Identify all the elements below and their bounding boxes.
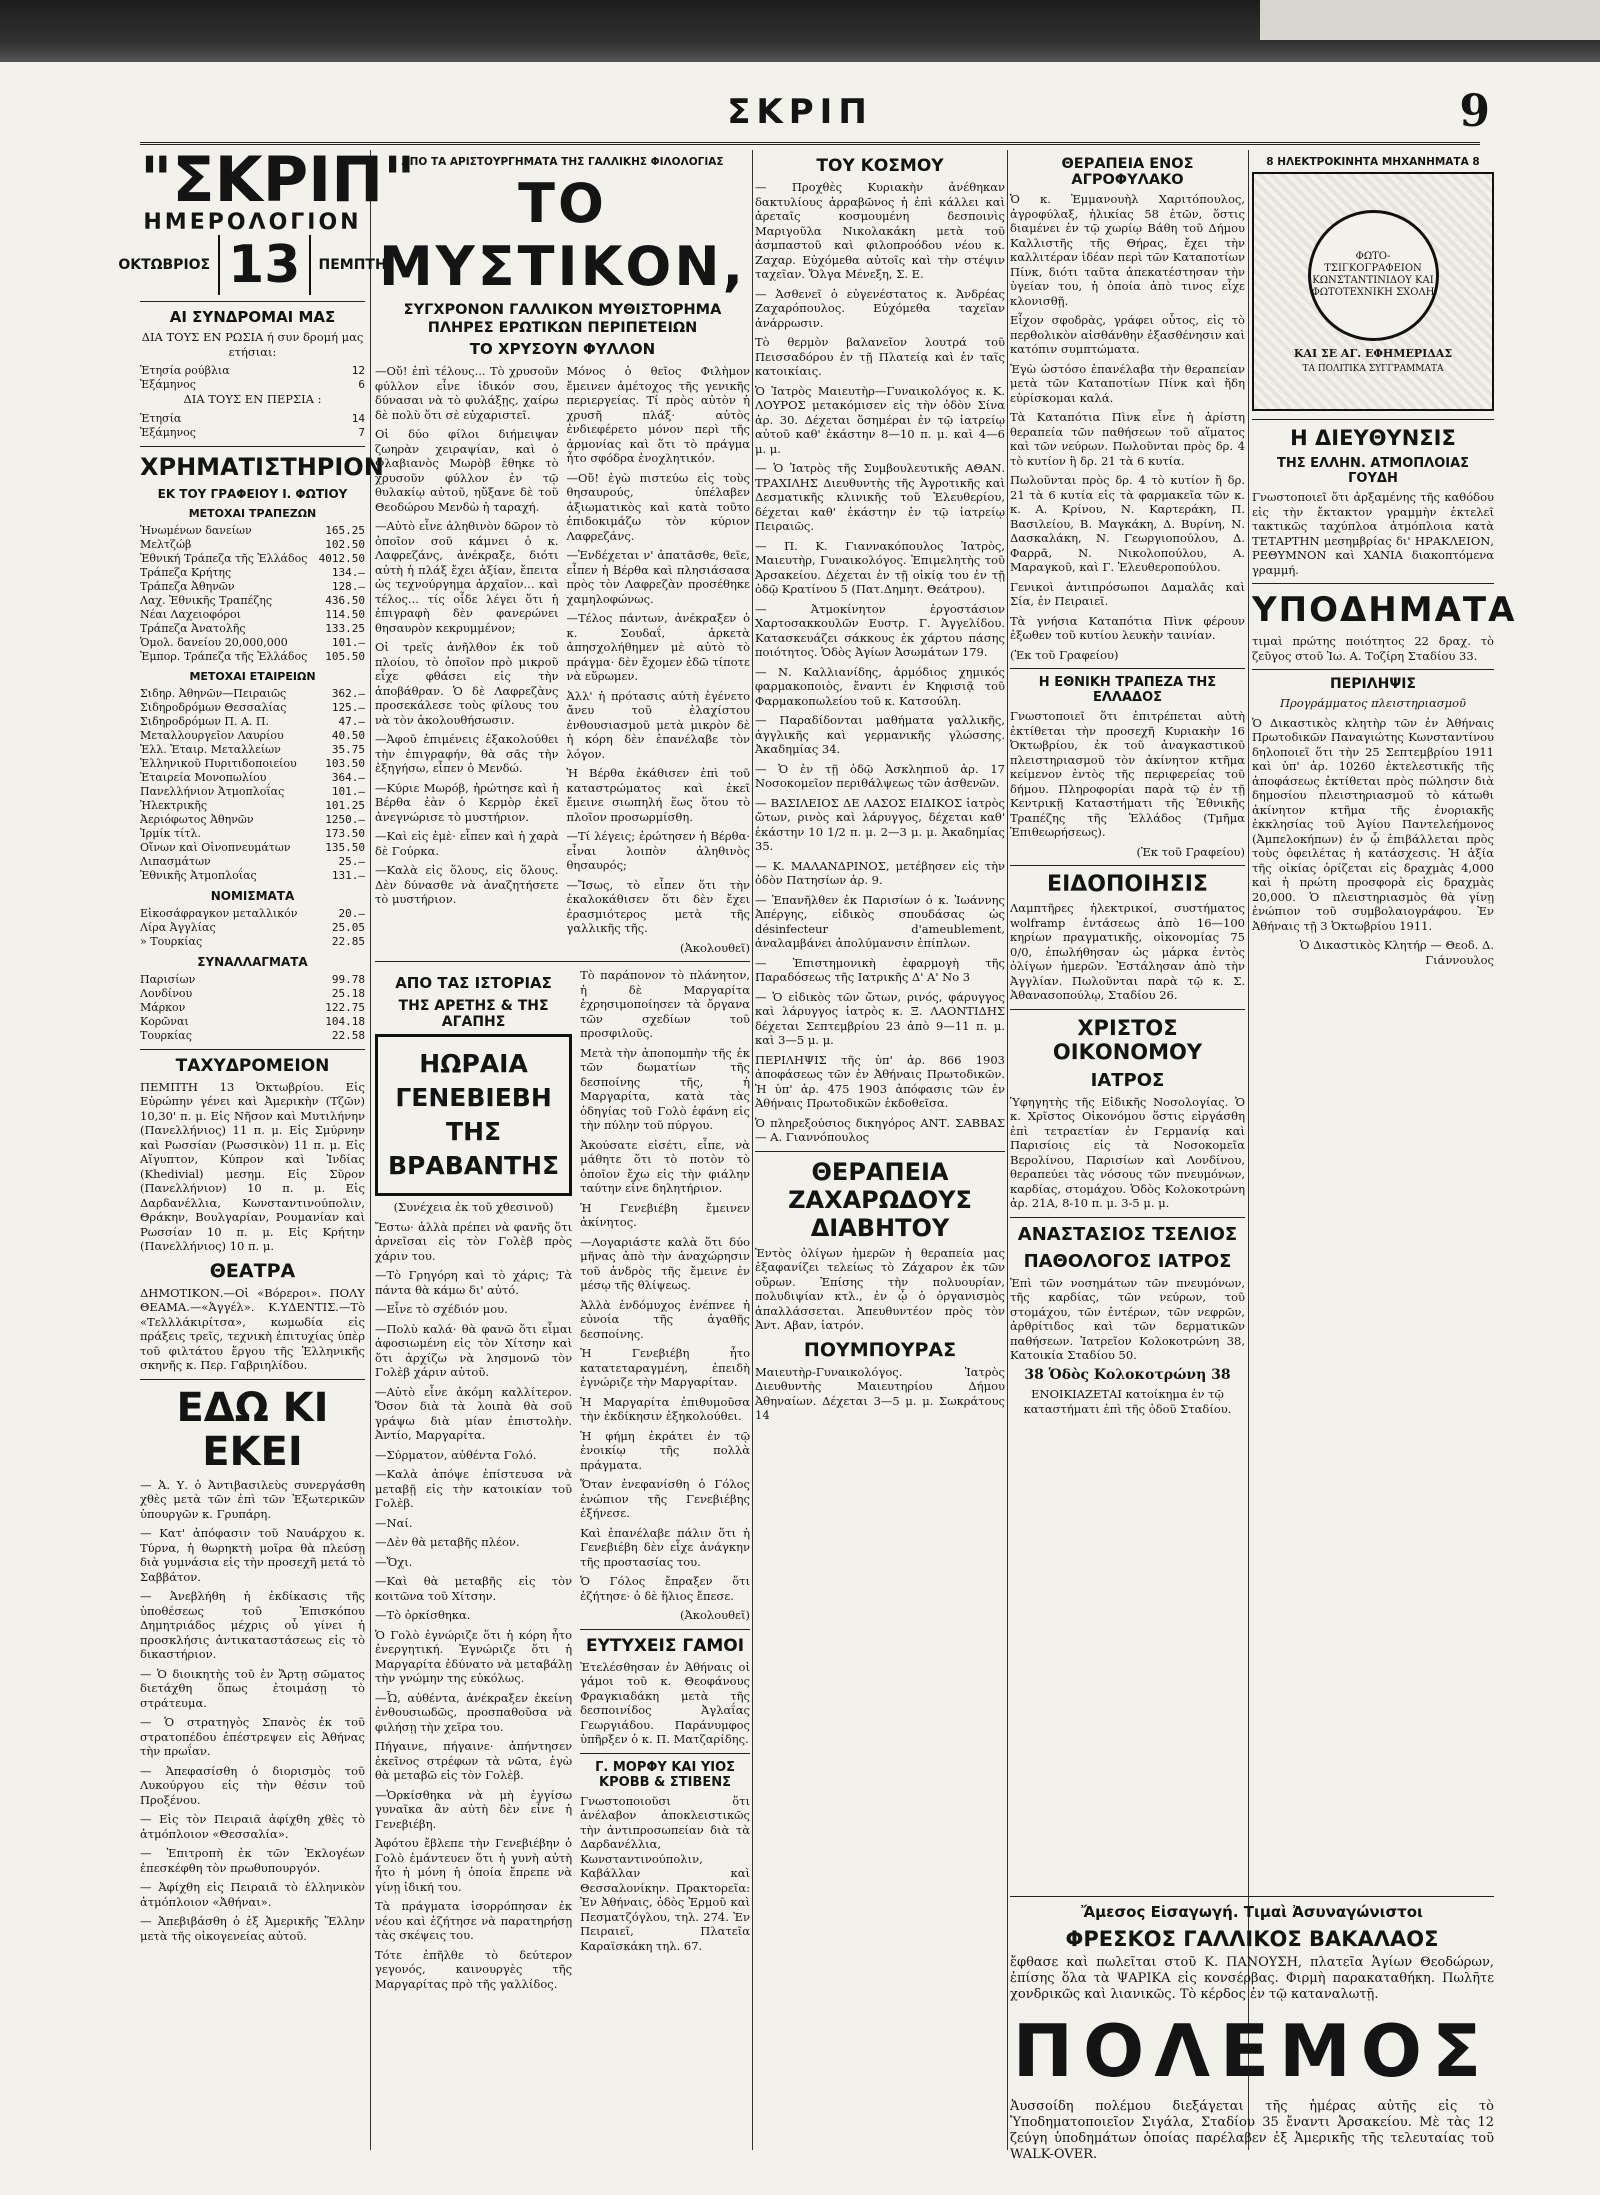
- story-paragraph: —Τί λέγεις; ἐρώτησεν ἡ Βέρθα· εἶναι λοιπὸν ἀληθινὸς θησαυρός;: [566, 829, 750, 872]
- emblem-bottom-text: ΚΑΙ ΣΕ ΑΓ. ΕΦΗΜΕΡΙΔΑΣ: [1293, 346, 1453, 360]
- table-row: [140, 907, 365, 921]
- row-value: 128.—: [331, 579, 365, 593]
- ad-paragraph: Τὰ Καταπότια Πὶνκ εἶνε ἡ ἀρίστη θεραπεία τῶν παθήσεων τοῦ αἵματος καὶ τῶν νεύρων. Πωλοῦνται πρὸς δρ. 4 τὸ κυτίον ἢ δρ. 21 τὰ 6 κυτία.: [1010, 410, 1245, 468]
- story-paragraph: Ἡ Γενεβιέβη ἦτο κατατεταραγμένη, ἐπειδὴ ἐγνώριζε τὴν Μαργαρίταν.: [580, 1346, 750, 1389]
- serial-text-right: [567, 364, 751, 941]
- edo-heading: ΕΔΩ ΚΙ ΕΚΕΙ: [176, 1384, 329, 1475]
- story-paragraph: Οἱ δύο φίλοι διήμειψαν ζωηρὰν χειραψίαν, καὶ ὁ Φλαβιανὸς Μωρὸβ ἔθηκε τὸ χρυσοῦν φύλλον ἐν τῷ θυλακίῳ αὐτοῦ, ηὔξανε δὲ τοῦ Θεοδώρου Μενδὼ ἡ ταραχή.: [375, 427, 559, 514]
- pills-text: [1010, 192, 1245, 662]
- theatre-heading: ΘΕΑΤΡΑ: [209, 1259, 296, 1282]
- story-paragraph: —Ἴσως, τὸ εἶπεν ὅτι τὴν ἐκαλοκάθισεν ὅτι δὲν ἔχει ἐρασμιότερος μετὰ τῆς γαλλικῆς τῆς.: [566, 877, 750, 935]
- table-row: [140, 987, 365, 1001]
- story-paragraph: —Δὲν θὰ μεταβῆς πλέον.: [375, 1535, 520, 1549]
- banks-table: [140, 524, 365, 664]
- table-row: [140, 364, 365, 378]
- news-item: — Ἀπεβιβάσθη ὁ ἐξ Ἀμερικῆς Ἕλλην μετὰ τῆς οἰκογενείας αὐτοῦ.: [140, 1914, 365, 1943]
- row-label: Ἠλεκτρικῆς: [140, 798, 208, 812]
- row-value: 104.18: [325, 1014, 365, 1028]
- emblem-arc-text: ΤΑ ΠΟΛΙΤΙΚΑ ΣΥΓΓΡΑΜΜΑΤΑ: [1302, 363, 1444, 374]
- row-value: 99.78: [331, 972, 365, 986]
- news-item: — Ἀφίχθη εἰς Πειραιᾶ τὸ ἑλληνικὸν ἀτμόπλοιον «Ἀθήναι».: [140, 1880, 365, 1909]
- shoes-heading: ΥΠΟΔΗΜΑΤΑ: [1252, 590, 1517, 630]
- company-text: Γνωστοποιοῦσι ὅτι ἀνέλαβον ἀποκλειστικῶς τὴν ἀντιπροσωπείαν διὰ τὰ Δαρδανέλλια, Κωνσταντινούπολιν, Καβάλλαν καὶ Θεσσαλονίκην. Πρακτορεῖα: Ἐν Ἀθήναις, ὁδὸς Ἑρμοῦ καὶ Πεσματζόγλου, τηλ. 274. Ἐν Πειραιεῖ, Πλατεῖα Καραϊσκάκη τηλ. 67.: [580, 1793, 750, 1953]
- ad-paragraph: Πωλοῦνται πρὸς δρ. 4 τὸ κυτίον ἢ δρ. 21 τὰ 6 κυτία εἰς τὰ φαρμακεῖα τῶν κ. κ. Α. Κρίνου, Ν. Καρτεράκη, Π. Βασιλείου, Β. Μαγκάκη, Δ. Βυρίνη, Ν. Δασκαλάκη, Ν. Γεωργιοπούλου, Δ. Φαρρᾶ, Ν. Νικολοπούλου, Α. Μαραγκοῦ, καὶ Γ. Ἐλευθεροπούλου.: [1010, 473, 1245, 574]
- direction-subheading: ΤΗΣ ΕΛΛΗΝ. ΑΤΜΟΠΛΟΙΑΣ ΓΟΥΔΗ: [1276, 456, 1470, 486]
- story-paragraph: Οἱ τρεῖς ἀνῆλθον ἐκ τοῦ πλοίου, τὸ ὁποῖον πρὸ μικροῦ εἶχε φθάσει εἰς τὴν ἀποβάθραν. Ὁ δὲ Λαφρεζὰνς προσεκάλεσε τοὺς φίλους του νὰ τὸν ἀκολουθήσωσιν.: [375, 640, 559, 727]
- story-paragraph: Τὸ παράπονον τὸ πλάνητον, ἡ δὲ Μαργαρίτα ἐχρησιμοποίησεν τὰ ὄργανα τῶν σχεδίων τοῦ προσφιλοῦς.: [580, 968, 750, 1040]
- news-item: — Ὁ διοικητὴς τοῦ ἐν Ἄρτῃ σῶματος διετάχθη ὅπως ἐτοιμάσῃ τὸ στράτευμα.: [140, 1666, 365, 1710]
- row-label: Κορῶναι: [140, 1014, 189, 1028]
- emblem-seal-icon: [1308, 210, 1439, 341]
- notices-text: Λαμπτῆρες ἠλεκτρικοί, συστήματος wolframp ἐντάσεως ἀπὸ 16—100 κηρίων πραγματικῆς, οἰκονομίας 75 0/0, ἐπωλήθησαν ὡς μάρκα ἐντὸς ὀλίγων ἡμερῶν. Ἐστάλησαν ἀπὸ τὴν Ἀγγλίαν. Πωλοῦνται παρὰ τῷ κ. Σ. Ἀθανασοπούλῳ, Σταδίου 26.: [1010, 901, 1245, 1002]
- doctor2-text: Ἐπὶ τῶν νοσημάτων τῶν πνευμόνων, τῆς καρδίας, τῶν νεύρων, τοῦ στομάχου, τῶν ἐντέρων, τῶν νεφρῶν, ἀρθρίτιδος καὶ τῶν δερματικῶν παθήσεων. Ἰατρεῖον Κολοκοτρώνη 38, Κατοικία Σταδίου 50.: [1010, 1275, 1245, 1362]
- weekday-label: ΠΕΜΠΤΗ: [318, 257, 387, 273]
- war-heading: ΠΟΛΕΜΟΣ: [1012, 2009, 1492, 2093]
- row-label: Ἑλλ. Ἑταιρ. Μεταλλείων: [140, 742, 281, 756]
- row-value: 362.—: [331, 686, 365, 700]
- news-item: — Ἀνεβλήθη ἡ ἐκδίκασις τῆς ὑποθέσεως τοῦ Ἐπισκόπου Δημητριάδος μέχρις οὗ γίνει ἡ προσκλήσις ἀντικαταστάσεως εἰς τὸ δικαστήριον.: [140, 1589, 365, 1661]
- row-label: » Τουρκίας: [140, 934, 203, 948]
- row-label: Ἑταιρεία Μονοπωλίου: [140, 770, 267, 784]
- story-paragraph: Τότε ἐπῆλθε τὸ δεύτερον γεγονός, καινουργὲς τῆς Μαργαρίτας πρὸ τῆς γαλλίδος.: [375, 1947, 573, 1991]
- exchange-title: ΧΡΗΜΑΤΙΣΤΗΡΙΟΝ: [140, 452, 384, 481]
- table-row: [140, 813, 365, 827]
- mail-heading: ΤΑΧΥΔΡΟΜΕΙΟΝ: [175, 1055, 330, 1076]
- story-paragraph: Ἀλλὰ ἐνδόμυχος ἐνέπνεε ἡ εὐνοία τῆς ἀγαθῆς δεσποίνης.: [580, 1297, 750, 1341]
- doctor-name: ΧΡΙΣΤΟΣ ΟΙΚΟΝΟΜΟΥ: [1052, 1015, 1203, 1064]
- table-row: [140, 855, 365, 869]
- summary-subheading: Προγράμματος πλειστηριασμοῦ: [1279, 696, 1467, 710]
- doctor-ad-text: Μαιευτὴρ-Γυναικολόγος. Ἰατρὸς Διευθυντὴς Μαιευτηρίου Δήμου Ἀθηναίων. Δέχεται 3—5 μ. μ. Σωκράτους 14: [755, 1364, 1005, 1422]
- row-label: Σιδηροδρόμων Π. Α. Π.: [140, 714, 270, 728]
- serial-chapter: ΤΟ ΧΡΥΣΟΥΝ ΦΥΛΛΟΝ: [469, 340, 656, 358]
- continued-note: (Ἀκολουθεῖ): [680, 1608, 750, 1622]
- story-paragraph: —Οὔ! ἐπὶ τέλους... Τὸ χρυσοῦν φύλλον εἶνε ἰδικόν σου, δύνασαι νὰ τὸ φυλάξῃς, χαίρω δὲ πολὺ ὅτι σὲ εὐχαριστεῖ.: [375, 364, 559, 422]
- row-value: 103.50: [325, 756, 365, 770]
- row-value: 22.85: [331, 934, 365, 948]
- story-paragraph: —Καλὰ ἀπόψε ἐπίστευσα νὰ μεταβῇ εἰς τὴν κατοικίαν τοῦ Γολὲβ.: [375, 1467, 573, 1510]
- table-row: [140, 715, 365, 729]
- row-label: Ἡνωμένων δανείων: [140, 523, 252, 537]
- table-row: [140, 1015, 365, 1029]
- news-item: — Ἀτμοκίνητον ἐργοστάσιον Χαρτοσακκουλῶν Ευστρ. Γ. Ἀγγελίδου. Κατασκευάζει σάκκους ἐκ χάρτου πάσης ποιότητος. Ὁδὸς Ἀγίων Ἀσωμάτων 179.: [755, 601, 1005, 659]
- direction-text: Γνωστοποιεῖ ὅτι ἀρξαμένης τῆς καθόδου εἰς τὴν ἔκτακτον γραμμὴν ἐκτελεῖ τακτικῶς ταχύπλοα ἀτμόπλοια κατὰ ΤΕΤΑΡΤΗΝ μεσημβρίας δι' ΗΡΑΚΛΕΙΟΝ, ΡΕΘΥΜΝΟΝ καὶ ΧΑΝΙΑ διακοπτόμενα γραμμή.: [1252, 490, 1494, 577]
- story-paragraph: Ἀλλ' ἡ πρότασις αὐτὴ ἐγένετο ἄνευ τοῦ ἐλαχίστου ἐνθουσιασμοῦ μετὰ μικρὸν δὲ ἡ κόρη δὲν ἐπανέλαβε τὸν λόγον.: [566, 688, 750, 761]
- row-value: 114.50: [325, 607, 365, 621]
- bottom-ads: [1010, 1890, 1494, 2168]
- news-item: — Κατ' ἀπόφασιν τοῦ Ναυάρχου κ. Τύρνα, ἡ θωρηκτὴ μοῖρα θὰ πλεύσῃ διὰ γυμνάσια εἰς τὴν προσεχῆ μετά τὸ Σαββάτον.: [140, 1526, 365, 1584]
- direction-heading: Η ΔΙΕΥΘΥΝΣΙΣ: [1290, 426, 1456, 450]
- table-row: [140, 921, 365, 935]
- row-label: Μελτζώβ: [140, 537, 192, 551]
- table-row: [140, 594, 365, 608]
- story-paragraph: Ἡ Γενεβιέβη ἔμεινεν ἀκίνητος.: [580, 1200, 750, 1229]
- row-value: 4012.50: [318, 551, 365, 565]
- story-kicker: ΑΠΟ ΤΑΣ ΙΣΤΟΡΙΑΣ: [395, 974, 552, 992]
- mail-text: ΠΕΜΠΤΗ 13 Ὀκτωβρίου. Εἰς Εὐρώπην γένει καὶ Ἀμερικὴν (Τζῶν) 10,30' π. μ. Εἰς Νῆσον καὶ Μυτιλήνην (Πανελλήνιος) 11 π. μ. Εἰς Σμύρνην καὶ Ρωσσίαν (Ρωσσικὸν) 11 π. μ. Εἰς Αἴγυπτον, Κύπρον καὶ Ἰνδίας (Khedivial) μεσημ. Εἰς Σῦρον (Πανελλήνιον) 10 π. μ. Εἰς Δαρδανέλλια, Κωνσταντινούπολιν, Θράκην, Βουλγαρίαν, Ρουμανίαν καὶ Ρωσσίαν 10 π. μ. Εἰς Κρήτην (Πανελλήνιος) 10 π. μ.: [140, 1079, 365, 1253]
- row-label: Ἰρμίκ τίτλ.: [140, 826, 201, 840]
- story-paragraph: —Κύριε Μωρόβ, ἠρώτησε καὶ ἡ Βέρθα ἐὰν ὁ Κερμὸρ ἐκεῖ ἀνεγνώρισε τὸ μυστήριον.: [375, 780, 559, 824]
- column-divider: [370, 150, 371, 2150]
- calendar-subtitle: ΗΜΕΡΟΛΟΓΙΟΝ: [143, 210, 362, 235]
- story-paragraph: —Ὄχι.: [375, 1554, 413, 1569]
- news-item: — Ὁ στρατηγὸς Σπανὸς ἐκ τοῦ στρατοπέδου ἐπέστρεψεν εἰς Ἀθήνας τὴν πρωΐαν.: [140, 1715, 365, 1758]
- news-item: Ὁ πληρεξούσιος δικηγόρος ΑΝΤ. ΣΑΒΒΑΣ — Α. Γιαννόπουλος: [755, 1115, 1005, 1144]
- row-label: Οἴνων καὶ Οἰνοπνευμάτων: [140, 840, 291, 854]
- row-label: Τράπεζα Ἀνατολῆς: [140, 621, 246, 635]
- news-item: — Ν. Καλλιανίδης, ἀρμόδιος χημικός φαρμακοποιὸς, ἔναντι ἐν Κηφισιᾷ τοῦ Φαρμακοπωλείου τοῦ κ. Κατσούλη.: [755, 664, 1005, 708]
- table-row: [140, 935, 365, 949]
- pills-heading: ΘΕΡΑΠΕΙΑ ΕΝΟΣ ΑΓΡΟΦΥΛΑΚΟ: [1061, 156, 1194, 188]
- column-serial: [375, 150, 750, 2150]
- story-paragraph: —Ἐνδέχεται ν' ἀπατᾶσθε, θεῖε, εἶπεν ἡ Βέρθα καὶ πλησιάσασα πρὸς τὸν Λαφρεζὰν προσέθηκε χαμηλοφώνως.: [566, 548, 750, 606]
- row-label: Λίρα Ἀγγλίας: [140, 920, 216, 934]
- story-paragraph: —Ναί.: [375, 1515, 413, 1530]
- row-value: 101.—: [331, 635, 365, 649]
- story-paragraph: —Αὐτὸ εἶνε ἀληθινὸν δῶρον τὸ ὁποῖον σοῦ κάμνει ὁ κ. Λαφρεζάνς, ἀνέκραξε, διότι αὐτὴ ἡ πλάξ ἔχει ἀξίαν, ἔπειτα ὡς τεχνούργημα ἀρχαῖον... καὶ τέλος... τίς οἶδε λέγει ὅτι ἡ ἐπιγραφὴ δὲν φανερώνει θησαυρὸν κεκρυμμένον;: [375, 519, 559, 635]
- news-item: — Ὁ εἰδικὸς τῶν ὤτων, ρινός, φάρυγγος καὶ λάρυγγος ἰατρὸς κ. Ξ. ΛΑΟΝΤΙΔΗΣ δέχεται Σεπτεμβρίου 23 ἀπὸ 9—11 π. μ. καὶ 3—5 μ. μ.: [755, 989, 1005, 1047]
- news-item: — Ἀ. Υ. ὁ Ἀντιβασιλεὺς συνεργάσθη χθὲς μετὰ τῶν ἐπὶ τῶν Ἐξωτερικῶν ὑπουργῶν κ. Γρυπάρη.: [140, 1477, 365, 1521]
- row-label: Μάρκον: [140, 1000, 186, 1014]
- row-label: Λαχ. Ἐθνικῆς Τραπέζης: [140, 593, 273, 607]
- banks-heading: ΜΕΤΟΧΑΙ ΤΡΑΠΕΖΩΝ: [188, 506, 317, 520]
- cod-text: ἔφθασε καὶ πωλεῖται στοῦ Κ. ΠΑΝΟΥΣΗ, πλατεῖα Ἁγίων Θεοδώρων, ἐπίσης ὅλα τὰ ΨΑΡΙΚΑ εἰς κονσέρβας. Φιρμὴ παρακαταθήκη. Πωλῆτε χονδρικῶς καὶ λιανικῶς. Τὸ κέρδος ἐν τῷ καταναλωτῇ.: [1010, 1955, 1494, 2002]
- story-paragraph: —Οὔ! ἐγὼ πιστεύω εἰς τοὺς θησαυρούς, ὑπέλαβεν ἀξιωματικὸς καὶ κατὰ τοῦτο ἐπιδοκιμάζω τὸν κύριον Λαφρεζάνς.: [566, 470, 750, 543]
- story-paragraph: Ἀφότου ἔβλεπε τὴν Γενεβιέβην ὁ Γολὸ ἐμάντευεν ὅτι ἡ γυνὴ αὐτὴ ἦτο ἡ μόνη ἡ ὁποία ἔπρεπε νὰ γίνῃ ἰδική του.: [375, 1836, 573, 1894]
- news-item: — Ἐπιστημονικὴ ἐφαρμογὴ τῆς Παραδόσεως τῆς Ιατρικῆς Δ' Α' Νο 3: [755, 955, 1005, 984]
- row-label: Λονδίνου: [140, 986, 193, 1000]
- row-label: Σιδηροδρόμων Θεσσαλίας: [140, 700, 287, 714]
- ad-paragraph: Τὰ γνήσια Καταπότια Πὶνκ φέρουν ἐξωθεν τοῦ κυτίου λευκὴν ταινίαν.: [1010, 613, 1245, 642]
- news-item: — Παραδίδονται μαθήματα γαλλικῆς, ἀγγλικῆς καὶ γερμανικῆς γλώσσης. Ἀκαδημίας 34.: [755, 713, 1005, 756]
- marriages-text: Ἐτελέσθησαν ἐν Ἀθήναις οἱ γάμοι τοῦ κ. Θεοφάνους Φραγκιαδάκη μετὰ τῆς δεσποινίδος Ἀγλαΐας Γεωργιάδου. Παράνυμφος ὑπῆρξεν ὁ κ. Π. Ματζαρίδης.: [580, 1659, 750, 1746]
- story-paragraph: Μόνος ὁ θεῖος Φιλὴμον ἔμεινεν ἀμέτοχος τῆς γενικῆς περιεργείας. Τί πρὸς αὐτὸν ἡ χρυσῆ πλάξ· αὐτὸς ἐνδιεφέρετο μόνον περὶ τῆς ἁρμονίας καὶ ὅτι τὸ πράγμα ἦτο σφόδρα ἐνοχλητικόν.: [566, 364, 750, 465]
- news-item: — Ὁ Ἰατρὸς τῆς Συμβουλευτικῆς ΑΘΑΝ. ΤΡΑΧΙΛΗΣ Διευθυντὴς τῆς Ἀγροτικῆς καὶ Δεσματικῆς κλινικῆς τοῦ Ἐλευθερίου, δέχεται καθ' ἑκάστην ἐν τῷ ἰατρείῳ Πειραιῶς.: [755, 461, 1005, 533]
- row-value: 25.—: [338, 854, 365, 868]
- ad-paragraph: (Ἐκ τοῦ Γραφείου): [1010, 647, 1119, 662]
- row-label: Ἑξάμηνος: [140, 425, 196, 439]
- row-value: 436.50: [325, 593, 365, 607]
- edo-news-list: [140, 1478, 365, 1944]
- table-row: [140, 827, 365, 841]
- news-item: — Ἐπιτροπὴ ἐκ τῶν Ἐκλογέων ἐπεσκέφθη τὸν πρωθυπουργόν.: [140, 1846, 365, 1875]
- table-row: [140, 743, 365, 757]
- row-value: 40.50: [331, 728, 365, 742]
- column-notices: [1252, 150, 1517, 1880]
- company-heading: Γ. ΜΟΡΦΥ ΚΑΙ ΥΙΟΣ ΚΡΟΒΒ & ΣΤΙΒΕΝΣ: [595, 1759, 736, 1790]
- story-paragraph: —Τὸ Γρηγόρη καὶ τὸ χάρις; Τὰ πάντα θὰ κάμω δι' αὐτό.: [375, 1268, 573, 1297]
- serial-text-left: [375, 364, 559, 941]
- row-value: 22.58: [331, 1028, 365, 1042]
- row-value: 165.25: [325, 523, 365, 537]
- story-paragraph: Ὁ Γόλος ἔπραξεν ὅτι ἐζήτησε· ὁ δὲ ἥλιος ἔπεσε.: [580, 1574, 750, 1603]
- table-row: [140, 566, 365, 580]
- row-label: Σιδηρ. Ἀθηνῶν—Πειραιῶς: [140, 686, 287, 700]
- doctor-title: ΙΑΤΡΟΣ: [1090, 1069, 1165, 1091]
- summary-heading: ΠΕΡΙΛΗΨΙΣ: [1330, 676, 1416, 692]
- story-paragraph: —Τὸ ὀρκίσθηκα.: [375, 1608, 471, 1622]
- table-row: [140, 622, 365, 636]
- table-row: [140, 687, 365, 701]
- row-value: 122.75: [325, 1000, 365, 1014]
- story-paragraph: —Καὶ θὰ μεταβῆς εἰς τὸν κοιτῶνα τοῦ Χίτσην.: [375, 1574, 573, 1603]
- story-paragraph: —Λογαριάστε καλὰ ὅτι δύο μῆνας ἀπὸ τὴν ἀναχώρησιν τοῦ ἀνδρὸς τῆς ἔμεινε ἐν μέσῳ τῆς θλίψεως.: [580, 1234, 750, 1292]
- emblem-name: ΦΩΤΟ-ΤΣΙΓΚΟΓΡΑΦΕΙΟΝ ΚΩΝΣΤΑΝΤΙΝΙΔΟΥ ΚΑΙ ΦΩΤΟΤΕΧΝΙΚΗ ΣΧΟΛΗ: [1311, 251, 1435, 298]
- table-row: [140, 973, 365, 987]
- row-value: 25.05: [331, 920, 365, 934]
- calendar-title: "ΣΚΡΙΠ": [140, 143, 416, 216]
- row-label: Μεταλλουργεῖον Λαυρίου: [140, 728, 284, 742]
- story-paragraph: Ὅταν ἐνεφανίσθη ὁ Γόλος ἐνώπιον τῆς Γενεβιέβης ἐξήνεσε.: [580, 1477, 750, 1520]
- month-label: ΟΚΤΩΒΡΙΟΣ: [118, 257, 211, 273]
- story-paragraph: Ἡ Βέρθα ἐκάθισεν ἐπὶ τοῦ καταστρώματος καὶ ἐκεῖ ἔμεινε σιωπηλή ἕως ὅτου τὸ πλοῖον προσωρμίσθη.: [566, 766, 750, 824]
- row-label: Ἑλληνικοῦ Πυριτιδοποιείου: [140, 756, 297, 770]
- row-label: Τράπεζα Κρήτης: [140, 565, 232, 579]
- ad-paragraph: Γενικοὶ ἀντιπρόσωποι Δαμαλᾶς καὶ Σία, ἐν Πειραιεῖ.: [1010, 579, 1245, 608]
- news-item: — Ἀπεφασίσθη ὁ διορισμὸς τοῦ Λυκούργου εἰς τὴν θέσιν τοῦ Προξένου.: [140, 1763, 365, 1807]
- table-row: [140, 608, 365, 622]
- story-left-column: [375, 968, 572, 1996]
- story-continuation: (Συνέχεια ἐκ τοῦ χθεσινοῦ): [393, 1200, 554, 1214]
- story-paragraph: —Ὁρκίσθηκα νὰ μὴ ἐγγίσω γυναῖκα ἂν αὐτὴ δὲν εἶνε ἡ Γενεβιέβη.: [375, 1787, 573, 1831]
- row-value: 102.50: [325, 537, 365, 551]
- row-label: Ἀεριόφωτος Ἀθηνῶν: [140, 812, 254, 826]
- story-paragraph: Καὶ ἐπανέλαβε πάλιν ὅτι ἡ Γενεβιέβη δὲν εἶχε ἀνάγκην τῆς προστασίας του.: [580, 1525, 750, 1569]
- serial-kicker: ΑΠΟ ΤΑ ΑΡΙΣΤΟΥΡΓΗΜΑΤΑ ΤΗΣ ΓΑΛΛΙΚΗΣ ΦΙΛΟΛΟΓΙΑΣ: [401, 156, 724, 168]
- row-value: 7: [358, 425, 365, 439]
- story-paragraph: —Πολὺ καλά· θὰ φανῶ ὅτι εἶμαι ἀφοσιωμένη εἰς τὸν Χίτσην καὶ ὅτι ἀρχίζω νὰ λησμονῶ τὸν Γολὲβ χάριν αὐτοῦ.: [375, 1321, 573, 1379]
- table-row: [140, 785, 365, 799]
- table-row: [140, 650, 365, 664]
- page-number: 9: [1459, 86, 1490, 137]
- row-value: 133.25: [325, 621, 365, 635]
- news-item: — Π. Κ. Γιαννακόπουλος Ἰατρὸς, Μαιευτὴρ, Γυναικολόγος. Ἐπιμελητὴς τοῦ Ἀρσακείου. Δέχεται ἐν τῇ οἰκίᾳ του ἐν τῇ ὁδῷ Κρατίνου 5 (Πατ.Δημητ. Θεάτρου).: [755, 538, 1005, 596]
- bank-text: Γνωστοποιεῖ ὅτι ἐπιτρέπεται αὐτὴ ἐκτίθεται τὴν προσεχῆ Κυριακὴν 16 Ὀκτωβρίου, ἐκ τοῦ ἀναγκαστικοῦ πλειστηριασμοῦ τὸν ἀκίνητον κτῆμα κείμενον ἐντὸς τῆς περιφερείας τοῦ δήμου. Πληροφορίαι παρὰ τῷ ἐν τῇ Κεντρικῇ Καταστήματι τῆς Ἐθνικῆς Τραπέζης τῆς Ἑλλάδος (Τμῆμα Ἐπιθεωρήσεως).: [1010, 709, 1245, 839]
- column-divider: [752, 150, 753, 2150]
- doctor2-address: 38 Ὁδὸς Κολοκοτρώνη 38: [1024, 1366, 1231, 1383]
- companies-heading: ΜΕΤΟΧΑΙ ΕΤΑΙΡΕΙΩΝ: [189, 669, 316, 683]
- serial-title: ΤΟ ΜΥΣΤΙΚΟΝ,: [378, 172, 747, 298]
- news-item: Τὸ θερμὸν βαλανεῖον λουτρά τοῦ Πεισσαδόρου ἐν τῇ Πλατείᾳ καὶ ἐν ταῖς κατοικίαις.: [755, 335, 1005, 378]
- row-value: 101.25: [325, 798, 365, 812]
- row-value: 6: [358, 378, 365, 391]
- doctor-ad-heading: ΠΟΥΜΠΟΥΡΑΣ: [803, 1338, 957, 1361]
- subscriptions-heading: ΑΙ ΣΥΝΔΡΟΜΑΙ ΜΑΣ: [169, 308, 336, 326]
- story-title: ΗΩΡΑΙΑ ΓΕΝΕΒΙΕΒΗ ΤΗΣ ΒΡΑΒΑΝΤΗΣ: [375, 1034, 572, 1196]
- column-ads: [1010, 150, 1245, 1880]
- coins-heading: ΝΟΜΙΣΜΑΤΑ: [210, 888, 295, 903]
- story-paragraph: —Σύρματον, αὐθέντα Γολό.: [375, 1447, 537, 1462]
- story-paragraph: Ἡ Μαργαρίτα ἐπιθυμοῦσα τὴν ἐκδίκησιν ἐξηκολούθει.: [580, 1394, 750, 1423]
- news-item: — Προχθὲς Κυριακὴν ἀνέθηκαν δακτυλίους ἀρραβῶνος ἡ ἐπὶ κάλλει καὶ ἀρεταῖς κοσμουμένη δεσποινὶς Μαριγοῦλα Νικολακάκη μετὰ τοῦ ἀσμπαστοῦ καὶ φιλοπροόδου νέου κ. Ζαχαρ. Εὐχόμεθα αὐτοῖς καὶ τὴν στέψιν ταχεῖαν. Ὄλγα Μένεξη, Σ. Ε.: [755, 180, 1005, 281]
- story-paragraph: Ἡ φήμη ἐκράτει ἐν τῷ ἐνοικίῳ τῆς πολλὰ πράγματα.: [580, 1428, 750, 1472]
- row-label: Ἐτησία: [140, 411, 182, 425]
- subscriptions-line: ΔΙΑ ΤΟΥΣ ΕΝ ΡΩΣΙΑ ή συν δρομή μας ετήσιαι:: [141, 330, 364, 359]
- row-label: Πανελλήνιον Ἀτμοπλοΐας: [140, 784, 285, 798]
- table-row: [140, 426, 365, 440]
- summary-text: Ὁ Δικαστικὸς κλητὴρ τῶν ἐν Ἀθήναις Πρωτοδικῶν Παναγιώτης Κωνσταντίνου δηλοποιεῖ ὅτι τὴν 25 Σεπτεμβρίου 1911 καὶ ὑπ' ἀρ. 10260 ἐκτελεστικῆς τῆς ἀποφάσεως ἐκτίθεται πρὸς πώλησιν διὰ δημοσίου πλειστηριασμοῦ τὸ κάτωθι ἀκίνητον κτῆμα τῆς ἐνοριακῆς ἐκκλησίας τοῦ Ἁγίου Παντελεήμονος (Ἀμπελοκήπων) ἐν ᾧ ἐπιβάλλεται πρὸς τοὺς ὀφειλέτας ἡ κατάσχεσις. Ἡ ἀξία τῆς οἰκίας ὁρίζεται εἰς δραχμὰς 4,000 καὶ ἡ πρώτη προσφορὰ εἰς δραχμὰς 20,000. Ὁ πλειστηριασμὸς θὰ γίνῃ ἐνώπιον τοῦ συμβολαιογράφου. Ἐν Ἀθήναις τῇ 3 Ὀκτωβρίου 1911.: [1252, 715, 1494, 933]
- import-heading: Ἄμεσος Εἰσαγωγή. Τιμαὶ Ἀσυναγώνιστοι: [1081, 1903, 1423, 1921]
- table-row: [140, 580, 365, 594]
- story-paragraph: —Ὦ, αὐθέντα, ἀνέκραξεν ἐκείνη ἐνθουσιωδῶς, προσπαθοῦσα νὰ φιλήσῃ τὴν χεῖρα του.: [375, 1690, 573, 1734]
- row-value: 47.—: [338, 714, 365, 728]
- row-value: 135.50: [325, 840, 365, 854]
- row-value: 125.—: [331, 700, 365, 714]
- row-value: 12: [351, 364, 365, 377]
- row-label: Ὁμολ. δανείου 20,000,000: [140, 635, 288, 649]
- photo-engraving-emblem: [1252, 172, 1494, 411]
- row-value: 134.—: [331, 565, 365, 579]
- war-text: Ἀυσσοίδη πολέμου διεξάγεται τῆς ἡμέρας αὐτῆς εἰς τὸ Ὑποδηματοποιεῖον Σιγάλα, Σταδίου 35 ἔναντι Ἀρσακείου. Μὲ τὰς 12 ζεύγη ὑποδημάτων ὁποίας παρέλαβεν ἐξ Ἀμερικῆς τῆς τελευταίας τοῦ WALK-OVER.: [1010, 2099, 1494, 2162]
- marriages-heading: ΕΥΤΥΧΕΙΣ ΓΑΜΟΙ: [586, 1635, 745, 1656]
- table-row: [140, 378, 365, 392]
- table-row: [140, 799, 365, 813]
- story-paragraph: —Ἀφοῦ ἐπιμένεις ἐξακολούθει τὴν ἐπιγραφήν, θὰ σᾶς τὴν ἐξηγήσω, εἶπεν ὁ Μενδώ.: [375, 732, 559, 775]
- column-divider: [1007, 150, 1008, 2150]
- doctor2-title: ΠΑΘΟΛΟΓΟΣ ΙΑΤΡΟΣ: [1023, 1250, 1232, 1272]
- table-row: [140, 729, 365, 743]
- scan-top-band: [0, 0, 1600, 62]
- row-value: 1250.—: [325, 812, 365, 826]
- ad-paragraph: Ἐγὼ ὡστόσο ἐπανέλαβα τὴν θεραπείαν μετὰ τῶν Καταποτίων Πίνκ καὶ ἤδη εὑρίσκομαι καλά.: [1010, 361, 1245, 405]
- story-text-left: [375, 1220, 572, 1992]
- row-label: Ἐμπορ. Τράπεζα τῆς Ἑλλάδος: [140, 649, 308, 663]
- row-label: Παρισίων: [140, 972, 196, 986]
- table-row: [140, 524, 365, 538]
- bank-signature: (Ἐκ τοῦ Γραφείου): [1136, 844, 1245, 859]
- table-row: [140, 412, 365, 426]
- shoes-text: τιμαὶ πρώτης ποιότητος 22 δραχ. τὸ ζεῦγος στοῦ Ἰω. Α. Τοζίρη Σταδίου 33.: [1252, 634, 1494, 663]
- story-paragraph: Πήγαινε, πήγαινε· ἀπήντησεν ἐκεῖνος στρέφων τὰ νῶτα, ἐγὼ θὰ μεταβῶ εἰς τὸν Γολὲβ.: [375, 1739, 573, 1782]
- emblem-top-text: 8 ΗΛΕΚΤΡΟΚΙΝΗΤΑ ΜΗΧΑΝΗΜΑΤΑ 8: [1266, 156, 1480, 168]
- subscriptions-line: ΔΙΑ ΤΟΥΣ ΕΝ ΠΕΡΣΙΑ :: [183, 392, 322, 406]
- society-heading: ΤΟΥ ΚΟΣΜΟΥ: [816, 156, 944, 176]
- subscriptions-list: [140, 364, 365, 392]
- story-paragraph: —Καλὰ εἰς ὅλους, εἰς ὅλους. Δὲν δύνασθε νὰ ἀναζητήσετε τὸ μυστήριον.: [375, 863, 559, 906]
- exchange-heading: ΣΥΝΑΛΛΑΓΜΑΤΑ: [197, 954, 308, 969]
- table-row: [140, 841, 365, 855]
- table-row: [140, 1029, 365, 1043]
- doctor-text: Ὑφηγητὴς τῆς Εἰδικῆς Νοσολογίας. Ὁ κ. Χρῖστος Οἰκονόμου ὅστις εἰργάσθη ἐπὶ τετραετίαν ἐν Γερμανίᾳ καὶ Παρισίοις εἰς τὰ Νοσοκομεῖα Βερολίνου, Παρισίων καὶ Λονδίνου, θεραπεύει τὰς νόσους τῶν πνευμόνων, καρδίας, στομάχου. Ὁδὸς Κολοκοτρώνη ἀρ. 21Α, 8-10 π. μ. 3-5 μ. μ.: [1010, 1094, 1245, 1210]
- companies-table: [140, 687, 365, 883]
- table-row: [140, 636, 365, 650]
- news-item: — Ὁ ἐν τῇ ὁδῷ Ἀσκληπιοῦ ἀρ. 17 Νοσοκομεῖον περιθάλψεως τῶν ἀσθενῶν.: [755, 761, 1005, 790]
- row-label: Εἰκοσάφραγκον μεταλλικόν: [140, 906, 298, 920]
- theatre-text: ΔΗΜΟΤΙΚΟΝ.—Οἱ «Βόρεροι». ΠΟΛΥ ΘΕΑΜΑ.—«Ἀγγέλ». Κ.ΥΔΕΝΤΙΣ.—Τὸ «Τελλλάκιρίτσα», κωμωδία εἰς πράξεις τρεῖς, τεχνικὴ ἐπιτυχίας ὑπὲρ τοῦ φιλτάτου ἔργου τῆς Ἑλληνικῆς σκηνῆς κ. Περ. Γαβριηλίδου.: [140, 1285, 365, 1372]
- row-value: 101.—: [331, 784, 365, 798]
- row-value: 20.—: [338, 906, 365, 920]
- story-right-column: [580, 968, 750, 1996]
- ad-paragraph: Ὁ κ. Ἐμμανουὴλ Χαριτόπουλος, ἀγροφύλαξ, ἡλικίας 58 ἐτῶν, ὅστις διαμένει ἐν τῷ χωρίῳ Βάθη τοῦ Δήμου Καλλιστῆς τῆς Θήρας, ἔχει τὴν καλλιτέραν ἰδέαν περὶ τῶν Καταποτίων Πίνκ, διότι ταῦτα ἀπεκατέστησαν τὴν ὑγείαν του, ἡ ὁποία ἀπὸ τινος εἶχε κλονισθῇ.: [1010, 192, 1245, 308]
- table-row: [140, 771, 365, 785]
- story-paragraph: Ὁ Γολὸ ἐγνώριζε ὅτι ἡ κόρη ἦτο ἐνεργητική. Ἐγνώριζε ὅτι ἡ Μαργαρίτα ἐδύνατο νὰ μεταβάλῃ τὴν γνώμην της εὐκόλως.: [375, 1627, 573, 1685]
- exchange-table: [140, 973, 365, 1043]
- news-item: — Ἀσθενεῖ ὁ εὐγενέστατος κ. Ἀνδρέας Ζαχαρόπουλος. Εὐχόμεθα ταχεῖαν ἀνάρρωσιν.: [755, 286, 1005, 330]
- summary-signature: Ὁ Δικαστικὸς Κλητήρ — Θεοδ. Δ. Γιάννουλος: [1299, 938, 1494, 967]
- row-label: Νέαι Λαχειοφόροι: [140, 607, 241, 621]
- diabetes-text: Ἐντὸς ὀλίγων ἡμερῶν ἡ θεραπεία μας ἐξαφανίζει τελείως τὸ Ζάχαρον ἐκ τῶν οὔρων. Ἐπίσης τὴν πολυουρίαν, πολυδιψίαν κτλ., ἐν ᾧ ὁ ὀργανισμὸς ἀπαλλάσσεται. Ἀπευθυντέον πρὸς τὸν Ἀντ. Αβαν, ἰατρόν.: [755, 1245, 1005, 1332]
- row-label: Ἐθνική Τράπεζα τῆς Ἑλλάδος: [140, 551, 308, 565]
- story-paragraph: —Αὐτὸ εἶνε ἀκόμη καλλίτερον. Ὅσον διὰ τὰ λοιπὰ θὰ σοῦ γράψω διὰ μίαν ἐπιστολὴν. Ἀντίο, Μαργαρίτα.: [375, 1384, 573, 1442]
- row-label: Τουρκίας: [140, 1028, 192, 1042]
- serial-subtitle: ΣΥΓΧΡΟΝΟΝ ΓΑΛΛΙΚΟΝ ΜΥΘΙΣΤΟΡΗΜΑ: [403, 302, 722, 318]
- table-row: [140, 701, 365, 715]
- column-divider: [1248, 150, 1249, 2150]
- table-row: [140, 538, 365, 552]
- news-item: Ὁ Ἰατρὸς Μαιευτὴρ—Γυναικολόγος κ. Κ. ΛΟΥΡΟΣ μετακόμισεν εἰς τὴν ὁδὸν Σίνα ἀρ. 30. Δέχεται ὅσημέραι ἐν τῷ ἰατρείῳ αὐτοῦ καθ' ἑκάστην 8—10 π. μ. καὶ 4—6 μ. μ.: [755, 383, 1005, 456]
- serial-subtitle: ΠΛΗΡΕΣ ΕΡΩΤΙΚΩΝ ΠΕΡΙΠΕΤΕΙΩΝ: [427, 320, 698, 336]
- row-label: Λιπασμάτων: [140, 854, 211, 868]
- story-paragraph: —Εἶνε τὸ σχέδιόν μου.: [375, 1302, 508, 1316]
- row-value: 105.50: [325, 649, 365, 663]
- story-paragraph: Ἀκούσατε εἰσέτι, εἶπε, νὰ μάθητε ὅτι τὸ ποτὸν τὸ ὁποῖον ἔχω εἰς τὴν φιάλην ταύτην εἶνε δηλητήριον.: [580, 1137, 750, 1195]
- diabetes-heading: ΘΕΡΑΠΕΙΑ ΖΑΧΑΡΩΔΟΥΣ ΔΙΑΒΗΤΟΥ: [788, 1157, 972, 1242]
- table-row: [140, 869, 365, 883]
- column-society: [755, 150, 1005, 2150]
- row-label: Τράπεζα Ἀθηνῶν: [140, 579, 235, 593]
- cod-heading: ΦΡΕΣΚΟΣ ΓΑΛΛΙΚΟΣ ΒΑΚΑΛΑΟΣ: [1065, 1927, 1439, 1951]
- table-row: [140, 552, 365, 566]
- coins-table: [140, 907, 365, 949]
- bank-heading: Η ΕΘΝΙΚΗ ΤΡΑΠΕΖΑ ΤΗΣ ΕΛΛΑΔΟΣ: [1038, 675, 1217, 705]
- row-label: Ἑξάμηνος: [140, 378, 196, 391]
- story-text-right: [580, 968, 750, 1603]
- story-paragraph: Μετὰ τὴν ἀποπομπὴν τῆς ἐκ τῶν δωματίων τῆς δεσποίνης τῆς, ἡ Μαργαρίτα, κατὰ τὰς ὁδηγίας τοῦ Γολὸ ἐφάνη εἰς τὴν πύλην τοῦ πύργου.: [580, 1045, 750, 1132]
- row-label: Ἐτησία ρούβλια: [140, 364, 230, 377]
- table-row: [140, 1001, 365, 1015]
- story-subkicker: ΤΗΣ ΑΡΕΤΗΣ & ΤΗΣ ΑΓΑΠΗΣ: [398, 998, 549, 1030]
- exchange-subtitle: ΕΚ ΤΟΥ ΓΡΑΦΕΙΟΥ Ι. ΦΩΤΙΟΥ: [157, 486, 348, 501]
- continued-note: (Ἀκολουθεῖ): [680, 940, 750, 955]
- row-value: 25.18: [331, 986, 365, 1000]
- masthead: ΣΚΡΙΠ: [727, 92, 873, 132]
- notices-heading: ΕΙΔΟΠΟΙΗΣΙΣ: [1047, 872, 1208, 897]
- story-paragraph: Ἔστω· ἀλλὰ πρέπει νὰ φανῆς ὅτι ἀρνεῖσαι εἰς τὸν Γολὲβ πρὸς χάριν του.: [375, 1219, 573, 1263]
- ad-paragraph: Εἶχον σφοδρὰς, γράφει οὗτος, εἰς τὸ περθολικὸν αἰσθάνθην ἐξασθένησιν καὶ κατόπιν συμπτώματα.: [1010, 313, 1245, 356]
- news-item: — Εἰς τὸν Πειραιᾶ ἀφίχθη χθὲς τὸ ἀτμόπλοιον «Θεσσαλία».: [140, 1812, 365, 1841]
- society-news-list: [755, 180, 1005, 1145]
- day-number: 13: [218, 235, 310, 295]
- story-section: [375, 968, 750, 1996]
- story-paragraph: —Τέλος πάντων, ἀνέκραξεν ὁ κ. Σουδαΐ, ἀρκετὰ ἀπησχολήθημεν μὲ αὐτὸ τὸ πράγμα· δὲν ἔχομεν ἐδῶ τίποτε νὰ εὕρωμεν.: [566, 611, 750, 683]
- row-value: 14: [351, 411, 365, 425]
- rent-notice: ΕΝΟΙΚΙΑΖΕΤΑΙ κατοίκημα ἐν τῷ καταστήματι ἐπὶ τῆς ὁδοῦ Σταδίου.: [1023, 1387, 1232, 1416]
- doctor2-name: ΑΝΑΣΤΑΣΙΟΣ ΤΣΕΛΙΟΣ: [1017, 1223, 1238, 1245]
- row-label: Ἐθνικῆς Ἀτμοπλοΐας: [140, 868, 257, 882]
- row-value: 35.75: [331, 742, 365, 756]
- story-paragraph: —Καὶ εἰς ἐμὲ· εἶπεν καὶ ἡ χαρὰ δὲ Γούρκα.: [375, 829, 559, 858]
- row-value: 364.—: [331, 770, 365, 784]
- date-box: [118, 235, 387, 295]
- news-item: — ΒΑΣΙΛΕΙΟΣ ΔΕ ΛΑΣΟΣ ΕΙΔΙΚΟΣ ἰατρὸς ὤτων, ρινὸς καὶ λάρυγγος, δέχεται καθ' ἑκάστην 10 1/2 π. μ. 2—3 μ. μ. Ἀκαδημίας 35.: [755, 795, 1005, 853]
- news-item: — Κ. ΜΑΛΑΝΔΡΙΝΟΣ, μετέβησεν εἰς τὴν ὁδὸν Πατησίων ἀρ. 9.: [755, 858, 1005, 887]
- news-item: ΠΕΡΙΛΗΨΙΣ τῆς ὑπ' ἀρ. 866 1903 ἀποφάσεως τῶν ἐν Ἀθήναις Πρωτοδικῶν. Ἡ ὑπ' ἀρ. 475 1903 ἀπόφασις τῶν ἐν Ἀθήναις Πρωτοδικῶν ἐκδοθεῖσα.: [755, 1052, 1005, 1110]
- row-value: 173.50: [325, 826, 365, 840]
- serial-body: [375, 364, 750, 941]
- scan-top-light: [1260, 0, 1600, 40]
- story-paragraph: Τὰ πράγματα ἰσορρόπησαν ἐκ νέου καὶ ἐζήτησε νὰ παρατηρήσῃ τὰς σκέψεις του.: [375, 1899, 573, 1942]
- subscriptions-list: [140, 412, 365, 440]
- news-item: — Ἐπανῆλθεν ἐκ Παρισίων ὁ κ. Ἰωάννης Ἀπέργης, εἰδικὸς σπουδάσας ὡς désinfecteur d'ameublement, ἀναλαμβάνει ἀπολύμανσιν ἐπίπλων.: [755, 892, 1005, 950]
- table-row: [140, 757, 365, 771]
- row-value: 131.—: [331, 868, 365, 882]
